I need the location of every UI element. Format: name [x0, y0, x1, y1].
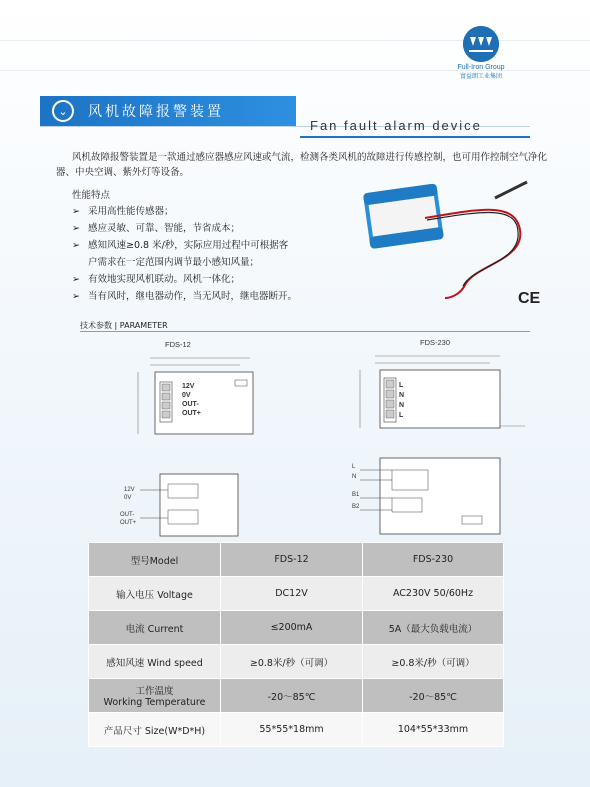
table-cell-label-cn: 工作温度 — [135, 686, 174, 697]
title-banner — [40, 96, 296, 126]
wire-label: B2 — [352, 504, 360, 510]
drawing-fds230-top — [350, 348, 530, 438]
table-cell-label-en: Working Temperature — [103, 697, 206, 708]
table-cell-label: 电流 Current — [89, 611, 221, 645]
wire-label: OUT- — [120, 512, 135, 518]
logo-name-en: Full-Iron Group — [457, 64, 505, 71]
table-cell: FDS-230 — [363, 543, 504, 577]
features-heading: 性能特点 — [72, 190, 111, 201]
table-cell: ≥0.8米/秒（可调） — [363, 645, 504, 679]
table-row — [89, 543, 504, 577]
chevron-down-circle-icon: ⌄ — [52, 100, 74, 122]
parameter-title: 技术参数 | PARAMETER — [80, 321, 168, 330]
wire-label: L — [352, 464, 356, 470]
drawing-fds12-top — [130, 350, 270, 440]
drawing-fds230-bottom — [350, 452, 530, 542]
terminal-label: N — [399, 402, 405, 409]
terminal-label: OUT+ — [182, 410, 201, 417]
table-row — [89, 679, 504, 713]
bullet-arrow-icon: ➢ — [72, 274, 80, 285]
bullet-arrow-icon: ➢ — [72, 223, 80, 234]
terminal-label: 12V — [182, 383, 195, 390]
table-cell: -20～85℃ — [363, 679, 504, 713]
feature-item: ➢ 有效地实现风机联动。风机一体化； — [72, 271, 297, 288]
wire-label: OUT+ — [120, 520, 137, 526]
table-cell-label: 产品尺寸 Size(W*D*H) — [89, 713, 221, 747]
table-cell: -20～85℃ — [221, 679, 363, 713]
terminal-label: L — [399, 412, 404, 419]
ce-mark: CE — [518, 290, 541, 307]
bullet-arrow-icon: ➢ — [72, 291, 80, 302]
spec-table — [88, 542, 504, 747]
feature-item-continuation: 户需求在一定范围内调节最小感知风量； — [88, 257, 260, 268]
table-row — [89, 713, 504, 747]
feature-item: ➢ 感应灵敏、可靠、智能，节省成本； — [72, 220, 297, 237]
logo-name-cn: 富益朗工业集团 — [459, 73, 502, 80]
table-row — [89, 577, 504, 611]
drawing-title-fds230: FDS-230 — [420, 338, 451, 347]
feature-item: ➢ 当有风时，继电器动作，当无风时，继电器断开。 — [72, 288, 297, 305]
table-row — [89, 645, 504, 679]
wire-label: B1 — [352, 492, 360, 498]
table-cell: 104*55*33mm — [363, 713, 504, 747]
wire-label: N — [352, 474, 357, 480]
terminal-label: 0V — [182, 392, 191, 399]
company-logo — [450, 26, 512, 80]
table-cell-label — [89, 679, 221, 713]
table-cell-label: 输入电压 Voltage — [89, 577, 221, 611]
page-title: 风机故障报警装置 — [88, 104, 224, 120]
drawing-fds12-bottom — [120, 470, 250, 540]
page-subtitle: Fan fault alarm device — [310, 118, 482, 133]
drawing-title-fds12: FDS-12 — [165, 340, 191, 349]
bullet-arrow-icon: ➢ — [72, 206, 80, 217]
table-cell: DC12V — [221, 577, 363, 611]
table-cell: ≤200mA — [221, 611, 363, 645]
feature-item: ➢ 采用高性能传感器； — [72, 203, 297, 220]
feature-item: ➢ 感知风速≥0.8 米/秒，实际应用过程中可根据客 — [72, 237, 297, 254]
table-cell-label: 型号Model — [89, 543, 221, 577]
features-list — [72, 203, 297, 305]
table-cell: FDS-12 — [221, 543, 363, 577]
table-cell: 5A（最大负载电流） — [363, 611, 504, 645]
intro-paragraph: 风机故障报警装置是一款通过感应器感应风速或气流，检测各类风机的故障进行传感控制，也可用作控制空气净化器、中央空调、紫外灯等设备。 — [56, 152, 548, 178]
terminal-label: OUT- — [182, 401, 199, 408]
parameter-divider — [80, 331, 530, 332]
wire-label: 0V — [124, 495, 132, 501]
table-cell: AC230V 50/60Hz — [363, 577, 504, 611]
table-cell-label: 感知风速 Wind speed — [89, 645, 221, 679]
product-image — [355, 170, 530, 300]
table-cell: 55*55*18mm — [221, 713, 363, 747]
table-cell: ≥0.8米/秒（可调） — [221, 645, 363, 679]
table-row — [89, 611, 504, 645]
bullet-arrow-icon: ➢ — [72, 240, 80, 251]
terminal-label: N — [399, 392, 405, 399]
logo-mark-icon — [463, 26, 499, 62]
terminal-label: L — [399, 382, 404, 389]
wire-label: 12V — [124, 487, 135, 493]
